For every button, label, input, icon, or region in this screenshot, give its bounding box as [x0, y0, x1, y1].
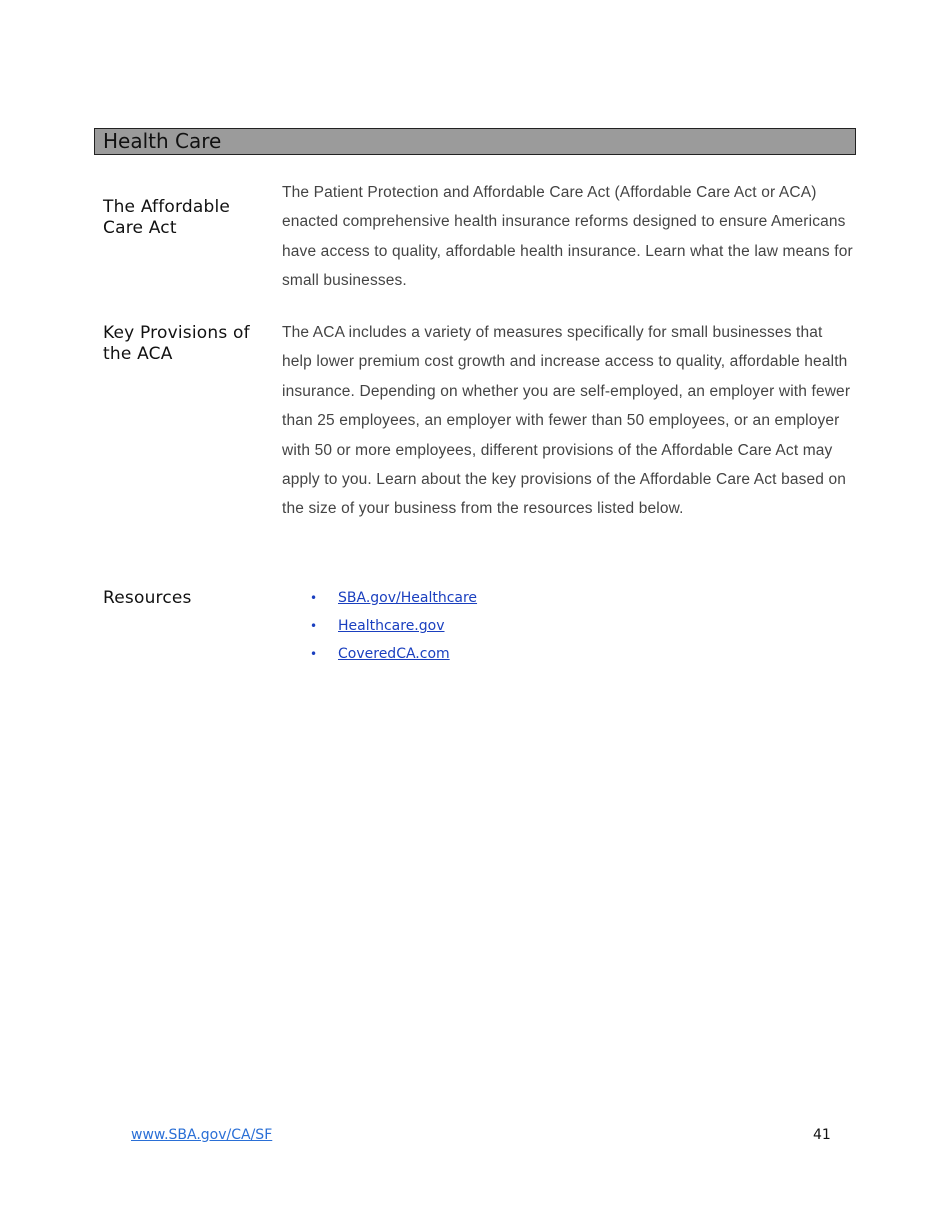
row-body-affordable-care-act: The Patient Protection and Affordable Care Act (Affordable Care Act or ACA) enacted comprehensive health insurance reforms designed to ensure Americans have access to quality, affordable health insurance. Learn what the law means for small businesses.: [282, 184, 853, 290]
page-number: 41: [813, 1127, 831, 1143]
row-label-key-provisions: Key Provisions of the ACA: [103, 323, 250, 364]
link-sba-healthcare[interactable]: SBA.gov/Healthcare: [338, 590, 478, 606]
row-body-key-provisions: The ACA includes a variety of measures specifically for small businesses that help lower premium cost growth and increase access to quality, affordable health insurance. Depending on whether you are self-employed, an employer with fewer than 25 employees, an employer with fewer than 50 employees, or an employer with 50 or more employees, different provisions of the Affordable Care Act may apply to you. Learn about the key provisions of the Affordable Care Act based on the size of your business from the resources listed below.: [282, 324, 851, 518]
bullet-icon: •: [310, 619, 318, 633]
section-title: Health Care: [103, 129, 222, 153]
section-header: [94, 128, 856, 155]
link-coveredca[interactable]: CoveredCA.com: [338, 646, 450, 662]
row-label-affordable-care-act: The Affordable Care Act: [103, 197, 231, 238]
link-healthcare-gov[interactable]: Healthcare.gov: [338, 618, 445, 634]
bullet-icon: •: [310, 591, 318, 605]
row-label-resources: Resources: [103, 588, 192, 608]
footer-link[interactable]: www.SBA.gov/CA/SF: [131, 1127, 273, 1143]
bullet-icon: •: [310, 647, 318, 661]
